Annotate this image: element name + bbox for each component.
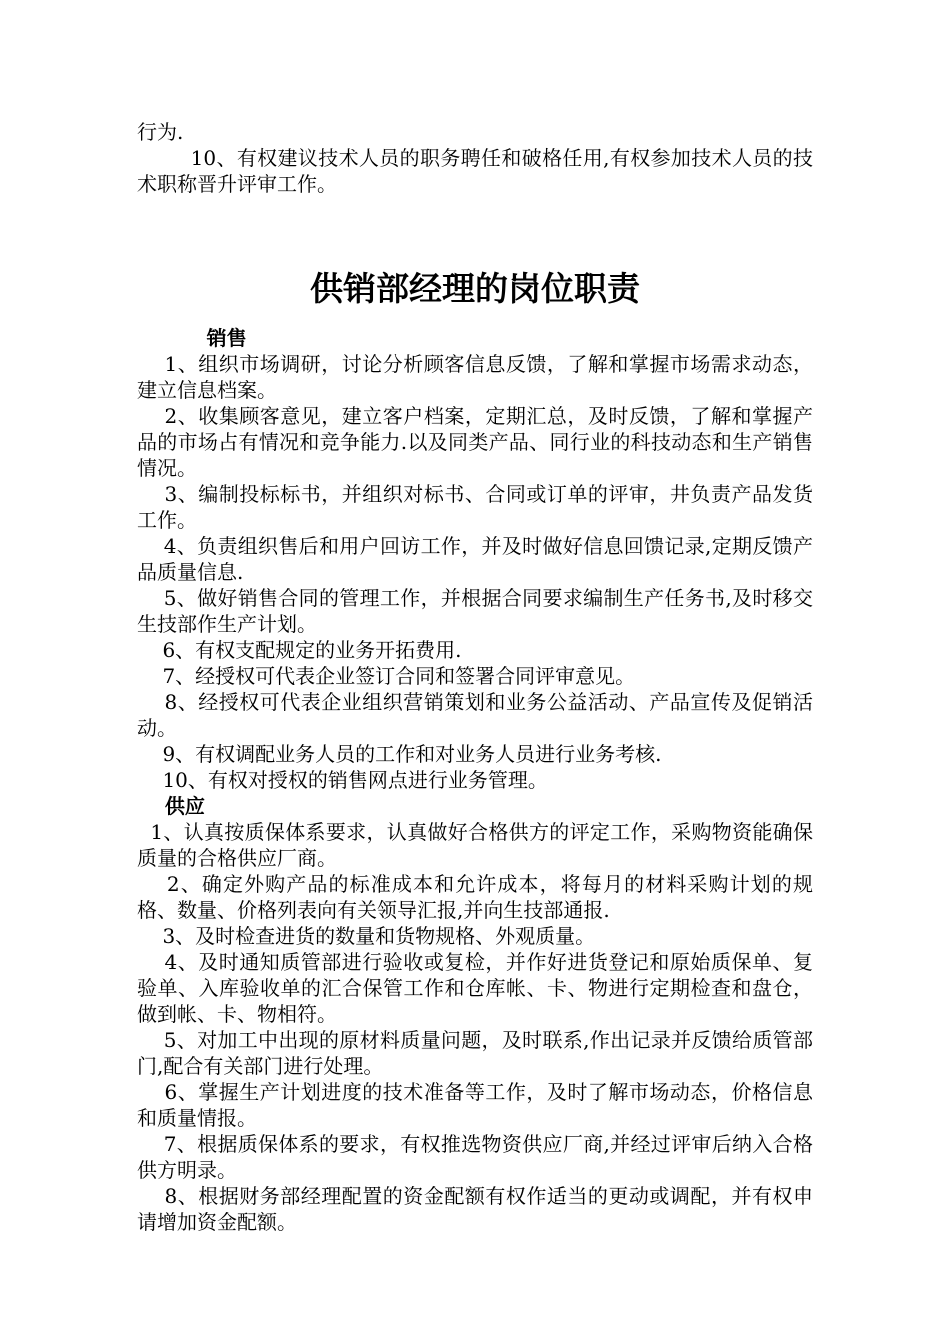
supply-item: 4、及时通知质管部进行验收或复检，并作好进货登记和原始质保单、复验单、入库验收单的汇合保管工作和仓库帐、卡、物进行定期检查和盘仓，做到帐、卡、物相符。 — [137, 950, 813, 1026]
sales-item: 8、经授权可代表企业组织营销策划和业务公益活动、产品宣传及促销活动。 — [137, 690, 813, 740]
supply-item: 8、根据财务部经理配置的资金配额有权作适当的更动或调配，并有权申请增加资金配额。 — [137, 1184, 813, 1234]
section-gap — [137, 197, 813, 267]
supply-item: 7、根据质保体系的要求，有权推选物资供应厂商,并经过评审后纳入合格供方明录。 — [137, 1132, 813, 1182]
sales-item: 7、经授权可代表企业签订合同和签署合同评审意见。 — [137, 664, 636, 688]
intro-paragraph-10: 10、有权建议技术人员的职务聘任和破格任用,有权参加技术人员的技术职称晋升评审工作。 — [137, 146, 814, 196]
sales-item: 10、有权对授权的销售网点进行业务管理。 — [137, 768, 548, 792]
sales-item: 4、负责组织售后和用户回访工作，并及时做好信息回馈记录,定期反馈产品质量信息. — [137, 534, 813, 584]
sales-item: 3、编制投标标书，并组织对标书、合同或订单的评审，井负责产品发货工作。 — [137, 482, 813, 532]
intro-line-1: 行为. — [137, 120, 184, 144]
sales-item: 1、组织市场调研，讨论分析顾客信息反馈，了解和掌握市场需求动态，建立信息档案。 — [137, 352, 813, 402]
sales-list — [137, 351, 813, 793]
sales-item: 2、收集顾客意见，建立客户档案，定期汇总，及时反馈，了解和掌握产品的市场占有情况和竞争能力.以及同类产品、同行业的科技动态和生产销售情况。 — [137, 404, 813, 480]
supply-item: 2、确定外购产品的标准成本和允许成本，将每月的材料采购计划的规格、数量、价格列表向有关领导汇报,并向生技部通报. — [137, 872, 813, 922]
supply-item: 3、及时检查进货的数量和货物规格、外观质量。 — [137, 924, 596, 948]
title-gap — [137, 311, 813, 325]
document-page — [137, 119, 813, 1235]
sales-item: 5、做好销售合同的管理工作，并根据合同要求编制生产任务书,及时移交生技部作生产计划。 — [137, 586, 813, 636]
supply-list — [137, 819, 813, 1235]
supply-item: 5、对加工中出现的原材料质量问题，及时联系,作出记录并反馈给质管部门,配合有关部门进行处理。 — [137, 1028, 813, 1078]
supply-heading: 供应 — [137, 794, 205, 818]
document-title: 供销部经理的岗位职责 — [310, 269, 640, 308]
sales-item: 6、有权支配规定的业务开拓费用. — [137, 638, 462, 662]
supply-item: 6、掌握生产计划进度的技术准备等工作，及时了解市场动态，价格信息和质量情报。 — [137, 1080, 813, 1130]
supply-item: 1、认真按质保体系要求，认真做好合格供方的评定工作，采购物资能确保质量的合格供应厂商。 — [137, 820, 813, 870]
sales-heading: 销售 — [137, 326, 247, 350]
sales-item: 9、有权调配业务人员的工作和对业务人员进行业务考核. — [137, 742, 662, 766]
